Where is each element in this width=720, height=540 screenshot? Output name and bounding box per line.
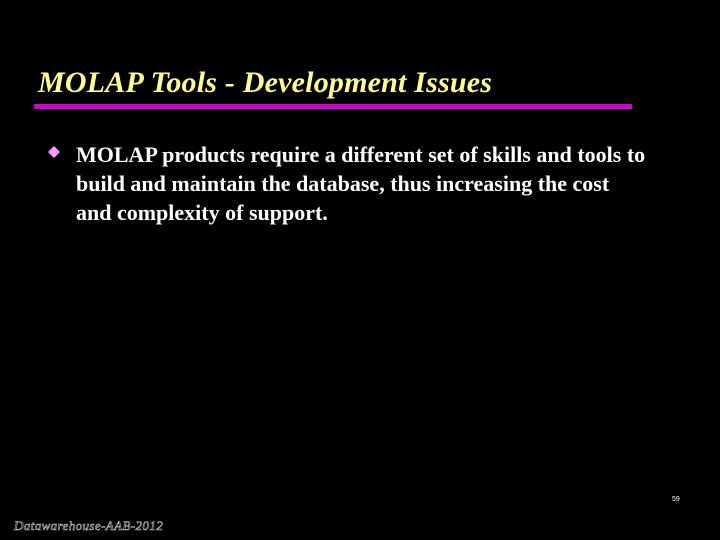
title-underline — [34, 104, 632, 109]
slide-title: MOLAP Tools - Development Issues — [38, 66, 493, 99]
diamond-bullet-icon — [48, 146, 60, 158]
page-number: 59 — [672, 496, 680, 503]
footer-text: Datawarehouse-AAB-2012 — [14, 518, 164, 533]
bullet-text: MOLAP products require a different set of skills and tools to build and maintain the database, thus increasing the cost and complexity of support. — [76, 142, 646, 225]
